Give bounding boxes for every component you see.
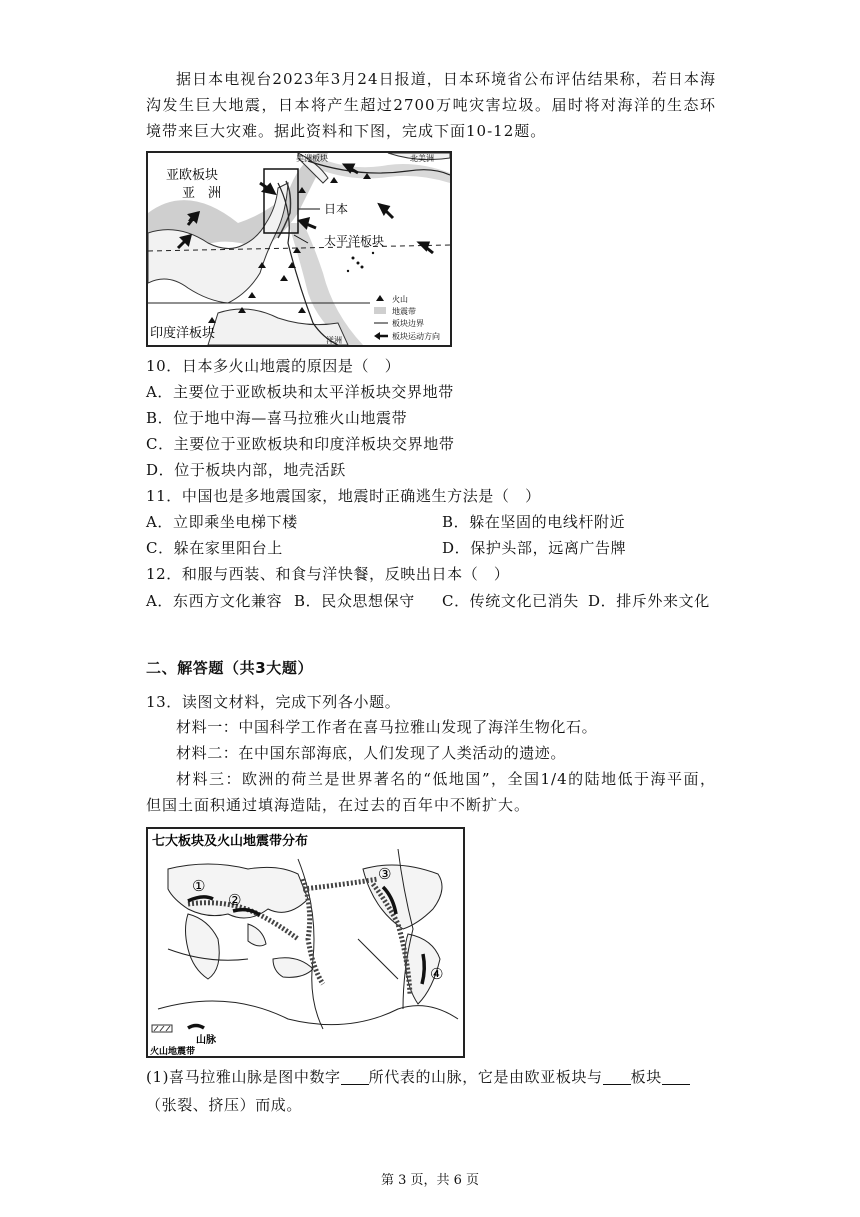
- map2-legend: [148, 1021, 218, 1056]
- q13-sub1-line1: [146, 1066, 690, 1088]
- q10-option-a: A．主要位于亚欧板块和太平洋板块交界地带: [146, 383, 454, 401]
- land-india: [248, 924, 266, 946]
- q12-option-d: D．排斥外来文化: [588, 592, 710, 610]
- q13-material1: 材料一：中国科学工作者在喜马拉雅山发现了海洋生物化石。: [176, 718, 598, 736]
- legend-volcanic-belt: 火山地震带: [150, 1047, 196, 1056]
- land-asia: [148, 183, 288, 303]
- label-north-america: 北美洲: [410, 154, 434, 163]
- q13-sub1-part-c: 板块: [630, 1068, 662, 1086]
- land-north-america: [363, 865, 442, 929]
- marker-1: ①: [192, 877, 206, 895]
- label-pacific-plate: 太平洋板块: [324, 234, 385, 248]
- page-footer: 第 3 页，共 6 页: [380, 1173, 480, 1188]
- label-oceania: 洋洲: [326, 336, 342, 345]
- q13-sub1-blank-2[interactable]: [603, 1068, 631, 1085]
- map1-legend: [370, 291, 450, 345]
- legend-seismic-belt: 地震带: [392, 307, 416, 316]
- label-japan: 日本: [324, 202, 349, 216]
- q10-option-b: B．位于地中海—喜马拉雅火山地震带: [146, 409, 408, 427]
- q13-sub1-part-a: (1)喜马拉雅山脉是图中数字: [146, 1068, 341, 1086]
- q11-option-b: B．躲在坚固的电线杆附近: [442, 513, 626, 531]
- marker-2: ②: [228, 891, 242, 909]
- q13-material2: 材料二：在中国东部海底，人们发现了人类活动的遗迹。: [176, 744, 567, 762]
- label-asia: 亚 洲: [182, 186, 222, 201]
- q12-option-b: B．民众思想保守: [294, 592, 415, 610]
- q11-option-a: A．立即乘坐电梯下楼: [146, 513, 298, 531]
- q13-sub1-blank-1[interactable]: [341, 1068, 369, 1085]
- q11-option-d: D．保护头部，远离广告牌: [442, 539, 627, 557]
- pacific-plate-map-svg: [148, 153, 450, 345]
- q13-material3: 材料三：欧洲的荷兰是世界著名的“低地国”，全国1/4的陆地低于海平面，但国土面积通过填海造陆，在过去的百年中不断扩大。: [146, 770, 716, 814]
- label-indian-plate: 印度洋板块: [150, 326, 216, 341]
- q13-sub1-part-b: 所代表的山脉，它是由欧亚板块与: [368, 1068, 603, 1086]
- legend-mountain: 山脉: [196, 1035, 216, 1046]
- q11-stem: 11．中国也是多地震国家，地震时正确逃生方法是（ ）: [146, 487, 541, 505]
- intro-paragraph: 据日本电视台2023年3月24日报道，日本环境省公布评估结果称，若日本海沟发生巨大地震，日本将产生超过2700万吨灾害垃圾。届时将对海洋的生态环境带来巨大灾难。据此资料和下图，完成下面10-12题。: [146, 70, 716, 140]
- q12-stem: 12．和服与西装、和食与洋快餐，反映出日本（ ）: [146, 565, 510, 583]
- world-plates-map-svg: [148, 829, 463, 1056]
- q13-sub1-blank-3[interactable]: [662, 1068, 690, 1085]
- marker-3: ③: [378, 865, 392, 883]
- label-eurasian-plate: 亚欧板块: [166, 168, 219, 183]
- land-australia: [273, 958, 313, 978]
- map2-title: 七大板块及火山地震带分布: [152, 834, 309, 849]
- legend-plate-motion: 板块运动方向: [392, 332, 440, 341]
- q10-option-d: D．位于板块内部，地壳活跃: [146, 461, 346, 479]
- world-plates-map: [146, 827, 465, 1058]
- q10-stem: 10．日本多火山地震的原因是（ ）: [146, 357, 401, 375]
- legend-plate-boundary: 板块边界: [392, 319, 424, 328]
- q12-option-a: A．东西方文化兼容: [146, 592, 283, 610]
- legend-volcano: 火山: [392, 295, 408, 304]
- q12-option-c: C．传统文化已消失: [442, 592, 579, 610]
- island-dots: [347, 252, 374, 272]
- pacific-plate-map: [146, 151, 452, 347]
- section2-title: 二、解答题（共3大题）: [146, 659, 314, 677]
- marker-4: ④: [430, 965, 444, 983]
- land-africa: [186, 914, 220, 979]
- q13-stem: 13．读图文材料，完成下列各小题。: [146, 693, 401, 711]
- q11-option-c: C．躲在家里阳台上: [146, 539, 283, 557]
- q13-sub1-line2: （张裂、挤压）而成。: [146, 1096, 303, 1114]
- label-american-plate: 美洲板块: [296, 154, 328, 163]
- q10-option-c: C．主要位于亚欧板块和印度洋板块交界地带: [146, 435, 455, 453]
